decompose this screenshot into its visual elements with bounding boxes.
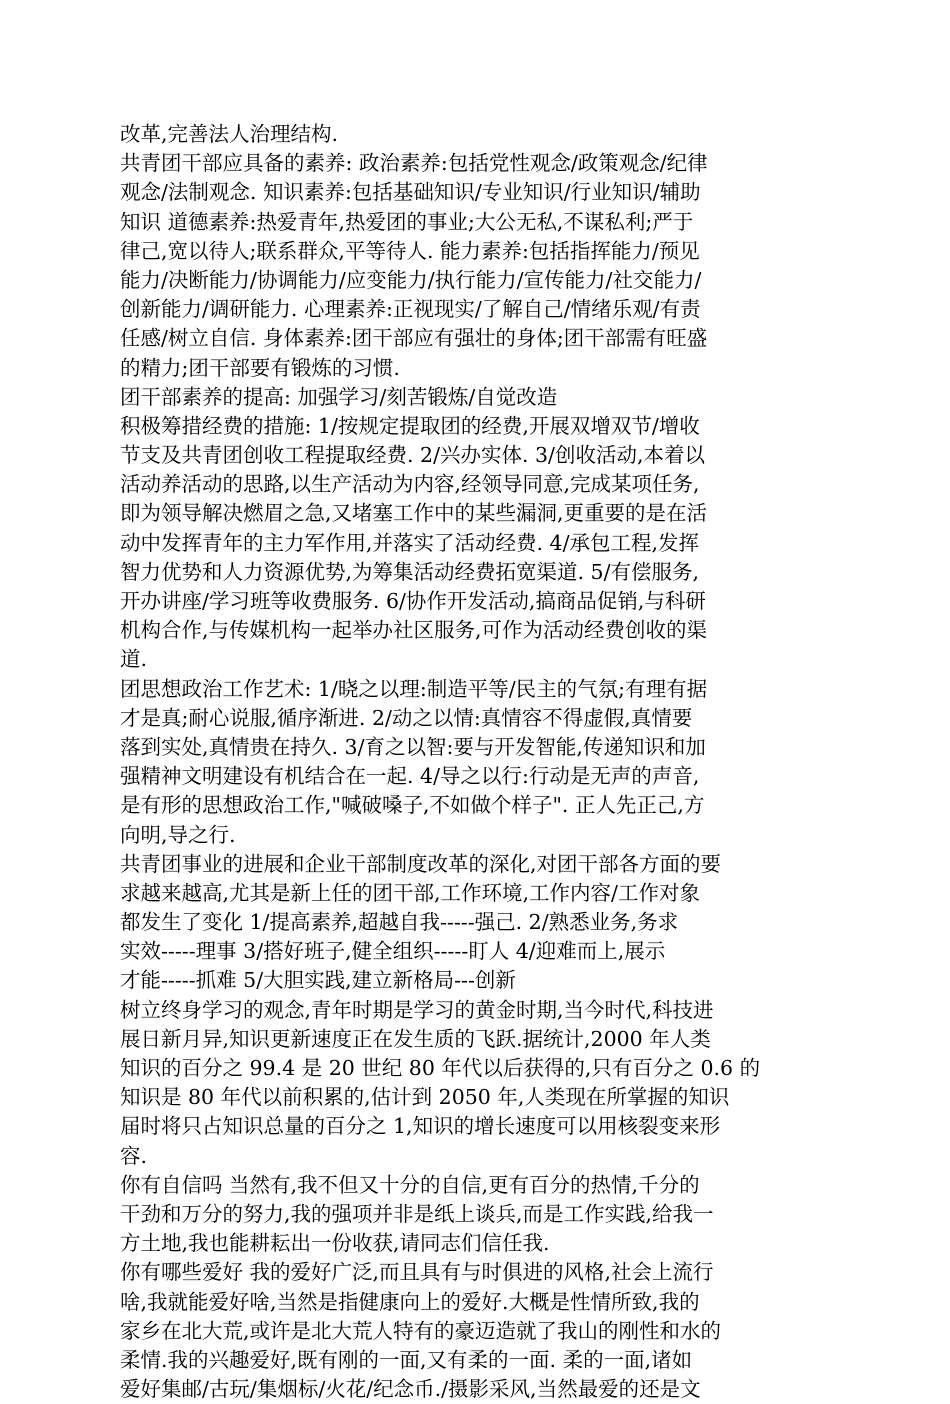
text-line: 容.: [120, 1143, 148, 1168]
text-line: 爱好集邮/古玩/集烟标/火花/纪念币./摄影采风,当然最爱的还是文: [120, 1377, 701, 1402]
text-line: 求越来越高,尤其是新上任的团干部,工作环境,工作内容/工作对象: [120, 880, 700, 905]
text-line: 节支及共青团创收工程提取经费. 2/兴办实体. 3/创收活动,本着以: [120, 443, 705, 468]
text-line: 柔情.我的兴趣爱好,既有刚的一面,又有柔的一面. 柔的一面,诸如: [120, 1347, 693, 1372]
text-line: 树立终身学习的观念,青年时期是学习的黄金时期,当今时代,科技进: [120, 997, 714, 1022]
text-line: 届时将只占知识总量的百分之 1,知识的增长速度可以用核裂变来形: [120, 1114, 721, 1139]
text-line: 才是真;耐心说服,循序渐进. 2/动之以情:真情容不得虚假,真情要: [120, 705, 693, 730]
text-line: 活动养活动的思路,以生产活动为内容,经领导同意,完成某项任务,: [120, 472, 700, 497]
text-line: 智力优势和人力资源优势,为筹集活动经费拓宽渠道. 5/有偿服务,: [120, 559, 700, 584]
document-page: [120, 120, 832, 1404]
text-line: 积极筹措经费的措施: 1/按规定提取团的经费,开展双增双节/增收: [120, 413, 700, 438]
text-line: 共青团干部应具备的素养: 政治素养:包括党性观念/政策观念/纪律: [120, 151, 708, 176]
text-line: 啥,我就能爱好啥,当然是指健康向上的爱好.大概是性情所致,我的: [120, 1289, 700, 1314]
text-line: 团思想政治工作艺术: 1/晓之以理:制造平等/民主的气氛;有理有据: [120, 676, 708, 701]
text-line: 任感/树立自信. 身体素养:团干部应有强壮的身体;团干部需有旺盛: [120, 326, 708, 351]
text-line: 道.: [120, 647, 148, 672]
text-line: 即为领导解决燃眉之急,又堵塞工作中的某些漏洞,更重要的是在活: [120, 501, 708, 526]
text-line: 团干部素养的提高: 加强学习/刻苦锻炼/自觉改造: [120, 384, 558, 409]
text-line: 观念/法制观念. 知识素养:包括基础知识/专业知识/行业知识/辅助: [120, 180, 701, 205]
text-line: 家乡在北大荒,或许是北大荒人特有的豪迈造就了我山的刚性和水的: [120, 1318, 722, 1343]
text-line: 创新能力/调研能力. 心理素养:正视现实/了解自己/情绪乐观/有责: [120, 297, 701, 322]
text-line: 强精神文明建设有机结合在一起. 4/导之以行:行动是无声的声音,: [120, 764, 700, 789]
text-line: 知识 道德素养:热爱青年,热爱团的事业;大公无私,不谋私利;严于: [120, 209, 694, 234]
text-line: 改革,完善法人治理结构.: [120, 122, 339, 146]
text-line: 动中发挥青年的主力军作用,并落实了活动经费. 4/承包工程,发挥: [120, 530, 700, 555]
text-line: 落到实处,真情贵在持久. 3/育之以智:要与开发智能,传递知识和加: [120, 734, 706, 759]
text-line: 你有哪些爱好 我的爱好广泛,而且具有与时俱进的风格,社会上流行: [120, 1260, 714, 1285]
text-line: 才能-----抓难 5/大胆实践,建立新格局---创新: [120, 968, 516, 993]
text-line: 都发生了变化 1/提高素养,超越自我-----强己. 2/熟悉业务,务求: [120, 910, 679, 935]
text-line: 共青团事业的进展和企业干部制度改革的深化,对团干部各方面的要: [120, 851, 722, 876]
text-line: 能力/决断能力/协调能力/应变能力/执行能力/宣传能力/社交能力/: [120, 267, 702, 292]
text-line: 机构合作,与传媒机构一起举办社区服务,可作为活动经费创收的渠: [120, 618, 708, 643]
text-line: 你有自信吗 当然有,我不但又十分的自信,更有百分的热情,千分的: [120, 1172, 700, 1197]
text-line: 开办讲座/学习班等收费服务. 6/协作开发活动,搞商品促销,与科研: [120, 589, 706, 613]
text-line: 知识是 80 年代以前积累的,估计到 2050 年,人类现在所掌握的知识: [120, 1085, 730, 1110]
text-line: 的精力;团干部要有锻炼的习惯.: [120, 355, 400, 380]
text-line: 展日新月异,知识更新速度正在发生质的飞跃.据统计,2000 年人类: [120, 1026, 711, 1051]
text-line: 干劲和万分的努力,我的强项并非是纸上谈兵,而是工作实践,给我一: [120, 1201, 714, 1226]
text-line: 向明,导之行.: [120, 822, 236, 847]
text-line: 方土地,我也能耕耘出一份收获,请同志们信任我.: [120, 1231, 550, 1256]
text-line: 律己,宽以待人;联系群众,平等待人. 能力素养:包括指挥能力/预见: [120, 238, 700, 263]
text-line: 知识的百分之 99.4 是 20 世纪 80 年代以后获得的,只有百分之 0.6 的: [120, 1056, 761, 1080]
text-line: 实效-----理事 3/搭好班子,健全组织-----盯人 4/迎难而上,展示: [120, 939, 666, 964]
text-line: 是有形的思想政治工作,"喊破嗓子,不如做个样子". 正人先正己,方: [120, 793, 705, 818]
